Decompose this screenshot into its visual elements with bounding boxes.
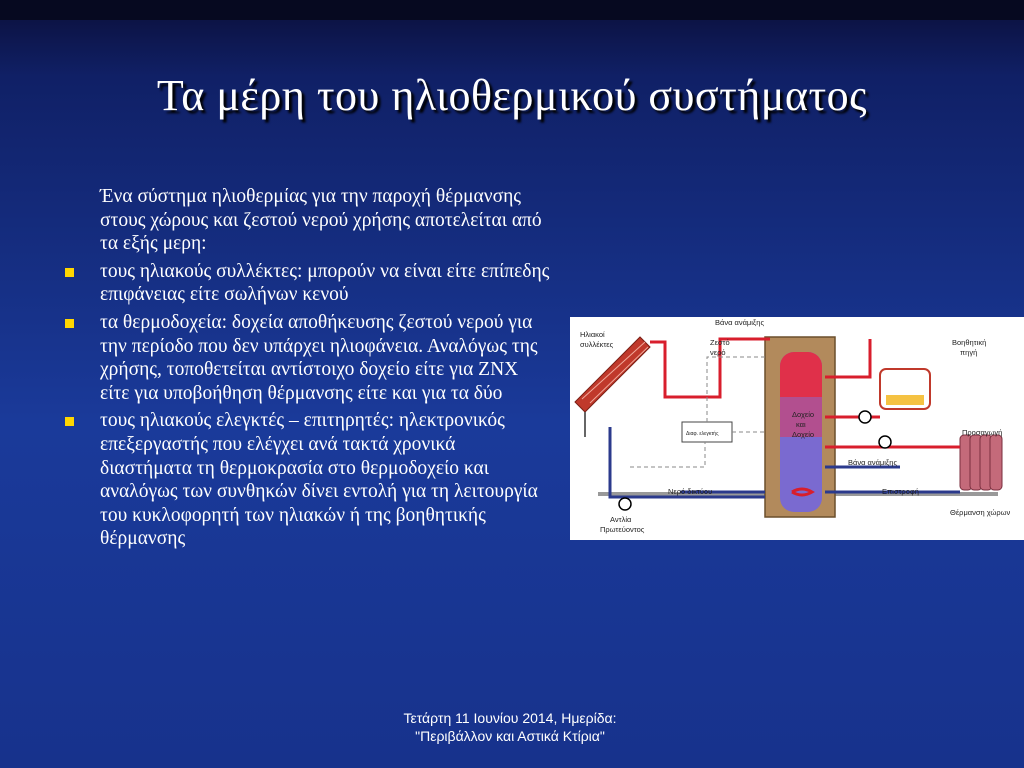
bullet-text: τους ηλιακούς ελεγκτές – επιτηρητές: ηλεκτρονικός επεξεργαστής που ελέγχει ανά τακτά χρονικά διαστήματα τη θερμοκρασία στο θερμοδοχείο και αναλόγως των συνθηκών δίνει εντολή για τη λειτουργία του κυκλοφορητή των ηλιακών ή της βοηθητικής θέρμανσης bbox=[100, 410, 538, 550]
bullet-item-controllers bbox=[50, 409, 550, 551]
bullet-item-collectors bbox=[50, 260, 550, 307]
bullet-item-tanks bbox=[50, 311, 550, 405]
slide-body bbox=[50, 185, 550, 555]
label-hot-water-1: Ζεστό bbox=[710, 338, 730, 347]
label-mixing-valve-top: Βάνα ανάμιξης bbox=[715, 318, 765, 327]
slide-footer bbox=[330, 709, 690, 745]
footer-line-2: "Περιβάλλον και Αστικά Κτίρια" bbox=[415, 728, 605, 744]
label-mixing-valve: Βάνα ανάμιξης bbox=[848, 458, 898, 467]
square-bullet-icon bbox=[65, 268, 74, 277]
label-collectors-1: Ηλιακοί bbox=[580, 330, 605, 339]
footer-line-1: Τετάρτη 11 Ιουνίου 2014, Ημερίδα: bbox=[403, 710, 617, 726]
pump-icon bbox=[619, 498, 631, 510]
bullet-list bbox=[50, 260, 550, 551]
slide-title: Τα μέρη του ηλιοθερμικού συστήματος bbox=[156, 71, 868, 120]
label-hot-water-2: νερό bbox=[710, 348, 726, 357]
label-return: Επιστροφή bbox=[882, 487, 919, 496]
square-bullet-icon bbox=[65, 319, 74, 328]
bullet-text: τους ηλιακούς συλλέκτες: μπορούν να είναι είτε επίπεδης επιφάνειας είτε σωλήνων κενού bbox=[100, 260, 550, 306]
pump-icon bbox=[859, 411, 871, 423]
label-tank-3: Δοχείο bbox=[792, 430, 815, 439]
label-space-heating: Θέρμανση χώρων bbox=[950, 508, 1011, 517]
diagram-svg bbox=[570, 317, 1024, 540]
auxiliary-boiler-icon bbox=[880, 369, 930, 409]
radiator-icon bbox=[960, 435, 1002, 490]
pump-icon bbox=[879, 436, 891, 448]
solar-system-diagram bbox=[570, 317, 1024, 540]
label-tank-1: Δοχείο bbox=[792, 410, 815, 419]
label-collectors-2: συλλέκτες bbox=[580, 340, 614, 349]
label-controller: Διαφ. ελεγκτής bbox=[686, 431, 719, 437]
label-supply: Προσαγωγή bbox=[962, 428, 1003, 437]
label-pump-2: Πρωτεύοντος bbox=[600, 525, 645, 534]
label-tank-2: και bbox=[796, 420, 806, 429]
label-pump-1: Αντλία bbox=[610, 515, 632, 524]
label-aux-source-2: πηγή bbox=[960, 348, 978, 357]
intro-paragraph: Ένα σύστημα ηλιοθερμίας για την παροχή θέρμανσης στους χώρους και ζεστού νερού χρήσης αποτελείται από τα εξής μερη: bbox=[100, 186, 542, 255]
square-bullet-icon bbox=[65, 417, 74, 426]
label-aux-source-1: Βοηθητική bbox=[952, 338, 987, 347]
top-band bbox=[0, 0, 1024, 20]
bullet-text: τα θερμοδοχεία: δοχεία αποθήκευσης ζεστού νερού για την περίοδο που δεν υπάρχει ηλιοφάνεια. Αναλόγως της χρήσης, τοποθετείται αντίστοιχο δοχείο είτε για ΖΝΧ είτε για υποβοήθηση θέρμανσης είτε και για τα δύο bbox=[100, 311, 538, 404]
label-mains-water: Νερό δικτύου bbox=[668, 487, 713, 496]
